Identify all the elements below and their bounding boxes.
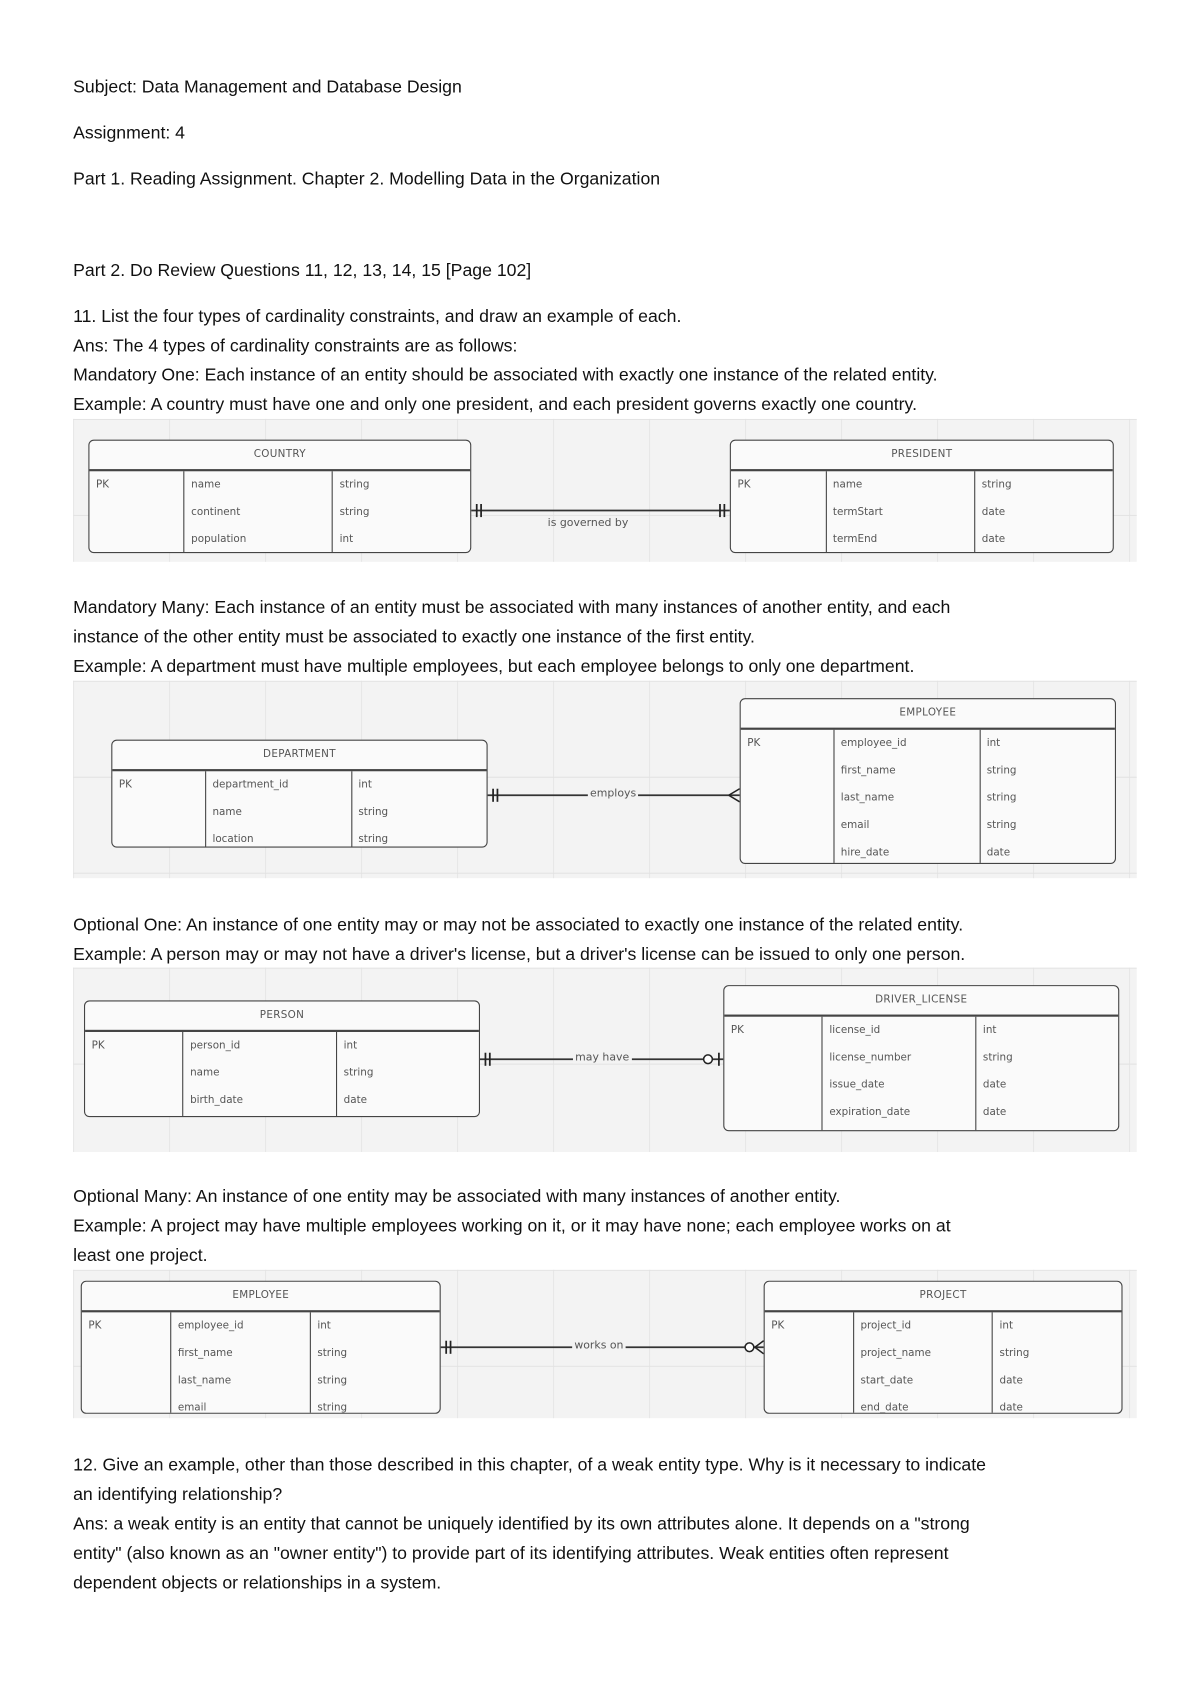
attribute-name: termStart — [832, 506, 883, 519]
attribute-type: int — [343, 1039, 358, 1052]
attribute-type: string — [986, 791, 1017, 804]
attribute-name: location — [212, 833, 254, 846]
relationship-label: may have — [573, 1052, 631, 1064]
entity-attributes — [724, 1017, 1118, 1130]
attribute-key — [731, 1078, 815, 1105]
attribute-key: PK — [91, 1039, 105, 1052]
optional-many-example-2: least one project. — [73, 1245, 208, 1266]
relationship-label: works on — [572, 1340, 626, 1352]
attribute-type: int — [982, 1024, 997, 1037]
attribute-name-column — [854, 1312, 993, 1412]
attribute-name: last_name — [840, 791, 895, 804]
key-column — [89, 471, 184, 552]
attribute-name: name — [191, 478, 221, 491]
attribute-key — [731, 1051, 815, 1078]
mandatory-many-text-1: Mandatory Many: Each instance of an entity must be associated with many instances of another entity, and each — [73, 597, 951, 618]
part2-line: Part 2. Do Review Questions 11, 12, 13, 14, 15 [Page 102] — [73, 260, 532, 281]
key-column — [724, 1017, 822, 1130]
attribute-type: string — [339, 478, 370, 491]
entity-attributes — [731, 471, 1113, 552]
er-diagram-optional-one — [73, 968, 1137, 1152]
relationship-label: is governed by — [547, 517, 629, 530]
attribute-name: end_date — [860, 1401, 909, 1414]
entity-title: DRIVER_LICENSE — [724, 986, 1118, 1017]
attribute-name: license_number — [829, 1051, 912, 1064]
attribute-type: string — [358, 806, 389, 819]
attribute-name: project_name — [860, 1347, 931, 1360]
attribute-key — [88, 1373, 163, 1400]
attribute-name: employee_id — [840, 737, 907, 750]
attribute-type: string — [986, 819, 1017, 832]
attribute-type: string — [358, 833, 389, 846]
attribute-key — [771, 1401, 846, 1428]
attribute-key — [92, 1066, 176, 1093]
er-diagram-mandatory-one — [73, 419, 1137, 562]
attribute-name: name — [832, 478, 863, 491]
subject-line: Subject: Data Management and Database Design — [73, 77, 462, 98]
attribute-key — [747, 818, 826, 845]
er-diagram-optional-many — [73, 1270, 1137, 1418]
attribute-key — [737, 505, 818, 532]
attribute-type-column — [976, 1017, 1118, 1130]
attribute-key — [747, 791, 826, 818]
attribute-type: string — [339, 506, 370, 519]
entity-title: PERSON — [85, 1001, 479, 1032]
attribute-name: birth_date — [190, 1094, 243, 1107]
attribute-name-column — [823, 1017, 977, 1130]
attribute-key — [747, 845, 826, 872]
attribute-type: string — [317, 1347, 348, 1360]
attribute-name: hire_date — [840, 846, 890, 859]
entity-attributes — [85, 1032, 479, 1116]
attribute-key: PK — [118, 778, 132, 791]
attribute-key — [771, 1373, 846, 1400]
attribute-type: date — [999, 1401, 1023, 1414]
relationship-label: employs — [588, 788, 638, 800]
attribute-name: name — [190, 1066, 220, 1079]
entity-title: DEPARTMENT — [112, 741, 486, 772]
q12-question-1: 12. Give an example, other than those described in this chapter, of a weak entity type. Why is it necessary to indicate — [73, 1455, 986, 1475]
key-column — [82, 1312, 171, 1412]
attribute-name: email — [840, 819, 870, 832]
attribute-type: int — [317, 1319, 331, 1332]
mandatory-one-example: Example: A country must have one and only one president, and each president governs exactly one country. — [73, 394, 917, 415]
attribute-type: string — [343, 1066, 374, 1079]
attribute-type-column — [333, 471, 470, 552]
q12-answer-1: Ans: a weak entity is an entity that cannot be uniquely identified by its own attributes alone. It depends on a "strong — [73, 1514, 970, 1534]
attribute-type: string — [981, 478, 1012, 491]
optional-one-example: Example: A person may or may not have a driver's license, but a driver's license can be issued to only one person. — [73, 944, 966, 965]
attribute-name: email — [177, 1401, 207, 1414]
q11-answer-intro: Ans: The 4 types of cardinality constraints are as follows: — [73, 335, 518, 356]
attribute-type: date — [981, 506, 1006, 519]
mandatory-many-text-2: instance of the other entity must be associated to exactly one instance of the first entity. — [73, 627, 755, 647]
attribute-type: string — [982, 1051, 1013, 1064]
attribute-name: expiration_date — [829, 1106, 911, 1119]
entity-title: COUNTRY — [89, 441, 470, 472]
attribute-type: string — [317, 1401, 348, 1414]
optional-many-example-1: Example: A project may have multiple employees working on it, or it may have none; each employee works on at — [73, 1216, 951, 1236]
attribute-type: date — [999, 1374, 1023, 1387]
attribute-key — [92, 1093, 176, 1120]
attribute-name-column — [206, 771, 352, 846]
q12-answer-2: entity" (also known as an "owner entity") to provide part of its identifying attributes. Weak entities often represent — [73, 1543, 949, 1564]
attribute-type-column — [993, 1312, 1121, 1412]
q12-answer-3: dependent objects or relationships in a system. — [73, 1573, 442, 1593]
attribute-key — [119, 805, 198, 832]
attribute-name: department_id — [212, 778, 289, 791]
entity-title: EMPLOYEE — [741, 699, 1115, 730]
attribute-key: PK — [737, 478, 751, 491]
entity-country — [88, 440, 471, 553]
attribute-name: first_name — [177, 1347, 233, 1360]
attribute-type-column — [980, 730, 1115, 863]
attribute-type-column — [352, 771, 487, 846]
attribute-name: first_name — [840, 764, 896, 777]
attribute-type: int — [999, 1319, 1014, 1332]
attribute-name: issue_date — [829, 1078, 885, 1091]
attribute-name: termEnd — [832, 533, 878, 546]
attribute-name-column — [826, 471, 975, 552]
mandatory-one-text: Mandatory One: Each instance of an entity should be associated with exactly one instance of the related entity. — [73, 365, 938, 386]
entity-title: PROJECT — [765, 1282, 1122, 1313]
attribute-name-column — [185, 471, 333, 552]
attribute-name: project_id — [860, 1319, 912, 1332]
entity-attributes — [89, 471, 470, 552]
attribute-type: int — [339, 533, 354, 546]
attribute-key: PK — [747, 737, 761, 750]
attribute-name: name — [212, 806, 242, 819]
entity-project — [764, 1281, 1123, 1414]
q12-question-2: an identifying relationship? — [73, 1484, 283, 1505]
attribute-key — [119, 832, 198, 859]
key-column — [741, 730, 835, 863]
key-column — [85, 1032, 183, 1116]
attribute-name: population — [191, 533, 247, 546]
entity-person — [84, 1000, 480, 1117]
er-diagram-mandatory-many — [73, 681, 1137, 878]
attribute-key — [88, 1401, 163, 1428]
attribute-type: date — [986, 846, 1011, 859]
attribute-name-column — [834, 730, 980, 863]
attribute-name: continent — [191, 506, 241, 519]
attribute-name-column — [184, 1032, 338, 1116]
attribute-type: int — [358, 778, 372, 791]
attribute-type: date — [343, 1094, 368, 1107]
attribute-type: date — [982, 1078, 1007, 1091]
attribute-type: date — [982, 1106, 1007, 1119]
attribute-key: PK — [95, 478, 110, 491]
entity-driver-license — [723, 985, 1119, 1131]
attribute-key: PK — [88, 1319, 102, 1332]
attribute-key — [96, 505, 177, 532]
attribute-name: license_id — [829, 1024, 881, 1037]
attribute-name: person_id — [190, 1039, 241, 1052]
mandatory-many-example: Example: A department must have multiple employees, but each employee belongs to only one department. — [73, 656, 915, 677]
attribute-key — [731, 1105, 815, 1132]
entity-department — [111, 740, 487, 848]
attribute-key: PK — [771, 1319, 785, 1332]
entity-title: EMPLOYEE — [82, 1282, 440, 1313]
q11-question: 11. List the four types of cardinality constraints, and draw an example of each. — [73, 306, 682, 327]
attribute-type-column — [975, 471, 1112, 552]
entity-employee — [740, 698, 1116, 864]
attribute-type: date — [981, 533, 1006, 546]
attribute-key — [771, 1346, 846, 1373]
assignment-line: Assignment: 4 — [73, 123, 185, 143]
attribute-name-column — [171, 1312, 311, 1412]
attribute-type: string — [317, 1374, 348, 1387]
attribute-key — [737, 532, 818, 559]
attribute-type: int — [986, 737, 1001, 750]
attribute-key — [88, 1346, 163, 1373]
entity-attributes — [741, 730, 1115, 863]
entity-title: PRESIDENT — [731, 441, 1113, 472]
entity-employee — [81, 1281, 441, 1414]
attribute-type: string — [999, 1347, 1030, 1360]
attribute-name: last_name — [177, 1374, 232, 1387]
key-column — [731, 471, 826, 552]
attribute-key — [96, 532, 177, 559]
optional-one-text: Optional One: An instance of one entity may or may not be associated to exactly one instance of the related entity. — [73, 915, 964, 935]
entity-attributes — [765, 1312, 1122, 1412]
entity-president — [730, 440, 1114, 553]
entity-attributes — [82, 1312, 440, 1412]
key-column — [765, 1312, 854, 1412]
attribute-type: string — [986, 764, 1017, 777]
key-column — [112, 771, 206, 846]
part1-line: Part 1. Reading Assignment. Chapter 2. Modelling Data in the Organization — [73, 169, 661, 189]
optional-many-text: Optional Many: An instance of one entity may be associated with many instances of another entity. — [73, 1186, 841, 1207]
attribute-type-column — [311, 1312, 440, 1412]
attribute-type-column — [337, 1032, 479, 1116]
attribute-name: start_date — [860, 1374, 914, 1387]
attribute-key — [747, 764, 826, 791]
entity-attributes — [112, 771, 486, 846]
attribute-name: employee_id — [177, 1319, 244, 1332]
attribute-key: PK — [730, 1024, 744, 1037]
